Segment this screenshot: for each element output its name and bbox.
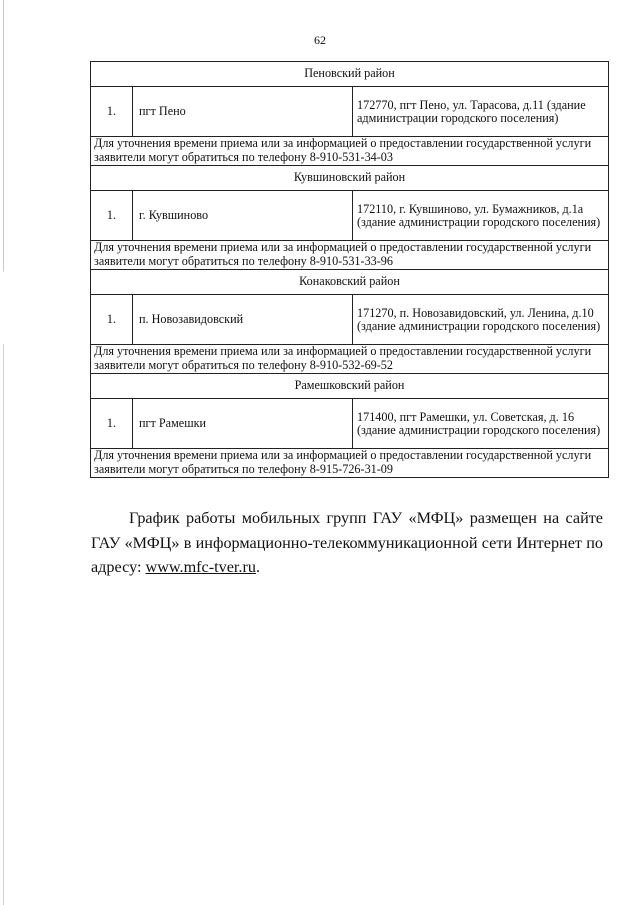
- footer-paragraph: [91, 506, 603, 580]
- phone-note: Для уточнения времени приема или за информацией о предоставлении государственной услуги заявители могут обратиться по телефону 8-915-726-31-09: [91, 449, 609, 478]
- entry-number: 1.: [91, 295, 133, 345]
- note-row: [91, 241, 609, 270]
- phone-note: Для уточнения времени приема или за информацией о предоставлении государственной услуги заявители могут обратиться по телефону 8-910-532-69-52: [91, 345, 609, 374]
- entry-address: 171270, п. Новозавидовский, ул. Ленина, д.10 (здание администрации городского поселения): [353, 295, 609, 345]
- note-row: [91, 449, 609, 478]
- entry-number: 1.: [91, 191, 133, 241]
- region-title: Конаковский район: [91, 270, 609, 295]
- branches-table: [90, 61, 609, 478]
- entry-name: г. Кувшиново: [133, 191, 353, 241]
- region-row: [91, 62, 609, 87]
- region-row: [91, 374, 609, 399]
- phone-note: Для уточнения времени приема или за информацией о предоставлении государственной услуги заявители могут обратиться по телефону 8-910-531-34-03: [91, 137, 609, 166]
- website-link[interactable]: www.mfc-tver.ru: [145, 558, 256, 577]
- note-row: [91, 137, 609, 166]
- phone-note: Для уточнения времени приема или за информацией о предоставлении государственной услуги заявители могут обратиться по телефону 8-910-531-33-96: [91, 241, 609, 270]
- entry-address: 172770, пгт Пено, ул. Тарасова, д.11 (здание администрации городского поселения): [353, 87, 609, 137]
- entry-address: 172110, г. Кувшиново, ул. Бумажников, д.1а (здание администрации городского поселения): [353, 191, 609, 241]
- entry-name: п. Новозавидовский: [133, 295, 353, 345]
- page-number: 62: [314, 33, 326, 47]
- table-row: [91, 87, 609, 137]
- table-row: [91, 191, 609, 241]
- table-row: [91, 399, 609, 449]
- note-row: [91, 345, 609, 374]
- region-title: Рамешковский район: [91, 374, 609, 399]
- region-title: Пеновский район: [91, 62, 609, 87]
- footer-trailing: .: [255, 558, 260, 577]
- entry-name: пгт Рамешки: [133, 399, 353, 449]
- entry-address: 171400, пгт Рамешки, ул. Советская, д. 16 (здание администрации городского поселения): [353, 399, 609, 449]
- region-title: Кувшиновский район: [91, 166, 609, 191]
- table-row: [91, 295, 609, 345]
- footer-text: График работы мобильных групп ГАУ «МФЦ» размещен на сайте ГАУ «МФЦ» в информационно-телекоммуникационной сети Интернет по адресу:: [91, 509, 603, 577]
- scan-edge-line: [3, 0, 4, 905]
- entry-number: 1.: [91, 399, 133, 449]
- entry-number: 1.: [91, 87, 133, 137]
- region-row: [91, 270, 609, 295]
- region-row: [91, 166, 609, 191]
- entry-name: пгт Пено: [133, 87, 353, 137]
